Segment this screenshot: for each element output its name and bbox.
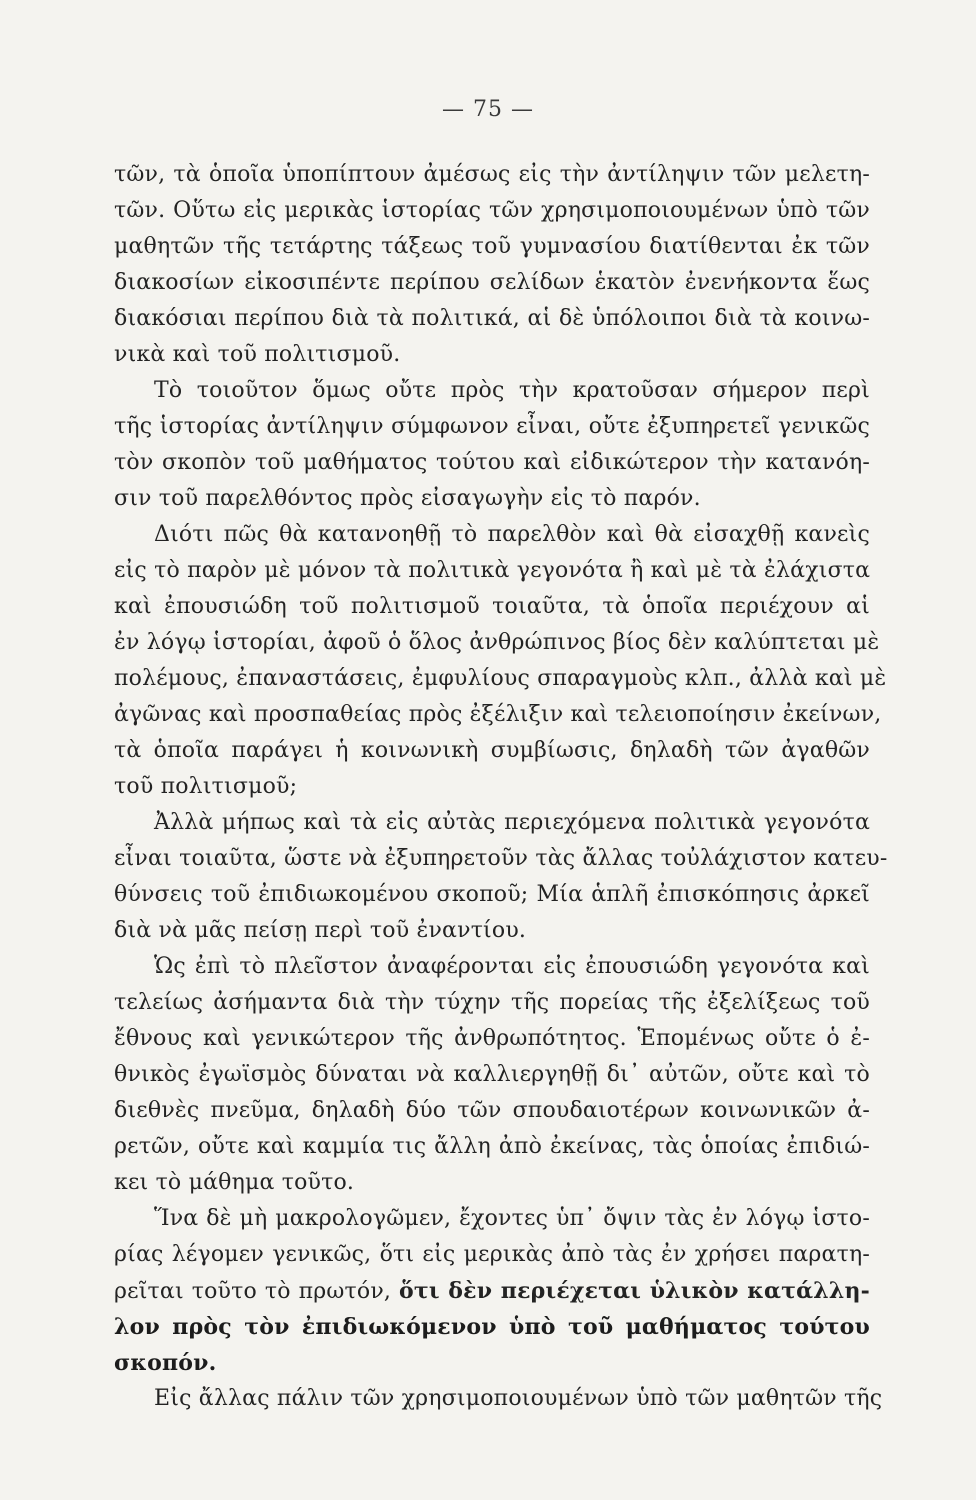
text-line: διὰ νὰ μᾶς πείσῃ περὶ τοῦ ἐναντίου. <box>114 918 527 943</box>
text-line: τῆς ἱστορίας ἀντίληψιν σύμφωνον εἶναι, οὔτε ἐξυπηρετεῖ γενικῶς <box>114 414 870 439</box>
text-line: καὶ ἐπουσιώδη τοῦ πολιτισμοῦ τοιαῦτα, τὰ ὁποῖα περιέχουν αἱ <box>114 594 870 619</box>
text-line: εἶναι τοιαῦτα, ὥστε νὰ ἐξυπηρετοῦν τὰς ἄλλας τοὐλάχιστον κατευ- <box>114 846 888 871</box>
paragraph-start: Ἵνα δὲ μὴ μακρολογῶμεν, ἔχοντες ὑπ᾽ ὄψιν τὰς ἐν λόγῳ ἱστο- <box>154 1206 870 1231</box>
text-line: ἀγῶνας καὶ προσπαθείας πρὸς ἐξέλιξιν καὶ τελειοποίησιν ἐκείνων, <box>114 702 882 727</box>
paragraph-start: Ἀλλὰ μήπως καὶ τὰ εἰς αὐτὰς περιεχόμενα πολιτικὰ γεγονότα <box>154 810 870 835</box>
text-line-bold: σκοπόν. <box>114 1350 217 1376</box>
paragraph-start: Εἰς ἄλλας πάλιν τῶν χρησιμοποιουμένων ὑπὸ τῶν μαθητῶν τῆς <box>154 1386 883 1411</box>
text-bold-part: ὅτι δὲν περιέχεται ὑλικὸν κατάλλη- <box>399 1278 870 1304</box>
text-line: ρετῶν, οὔτε καὶ καμμία τις ἄλλη ἀπὸ ἐκείνας, τὰς ὁποίας ἐπιδιώ- <box>114 1134 870 1159</box>
text-line-bold: λον πρὸς τὸν ἐπιδιωκόμενον ὑπὸ τοῦ μαθήματος τούτου <box>114 1314 870 1340</box>
paragraph-start: Τὸ τοιοῦτον ὅμως οὔτε πρὸς τὴν κρατοῦσαν σήμερον περὶ <box>154 378 870 403</box>
text-line: ἐν λόγῳ ἱστορίαι, ἀφοῦ ὁ ὅλος ἀνθρώπινος βίος δὲν καλύπτεται μὲ <box>114 630 880 655</box>
text-line: ἔθνους καὶ γενικώτερον τῆς ἀνθρωπότητος. Ἑπομένως οὔτε ὁ ἐ- <box>114 1026 870 1051</box>
text-line: πολέμους, ἐπαναστάσεις, ἐμφυλίους σπαραγμοὺς κλπ., ἀλλὰ καὶ μὲ <box>114 666 887 691</box>
paragraph-start: Διότι πῶς θὰ κατανοηθῇ τὸ παρελθὸν καὶ θὰ εἰσαχθῇ κανεὶς <box>154 522 870 547</box>
text-line: διακόσιαι περίπου διὰ τὰ πολιτικά, αἱ δὲ ὑπόλοιποι διὰ τὰ κοινω- <box>114 306 870 331</box>
text-line: τοῦ πολιτισμοῦ; <box>114 774 298 799</box>
text-line: εἰς τὸ παρὸν μὲ μόνον τὰ πολιτικὰ γεγονότα ἢ καὶ μὲ τὰ ἐλάχιστα <box>114 558 871 583</box>
text-line: διεθνὲς πνεῦμα, δηλαδὴ δύο τῶν σπουδαιοτέρων κοινωνικῶν ἀ- <box>114 1098 870 1123</box>
text-line: θύνσεις τοῦ ἐπιδιωκομένου σκοποῦ; Μία ἁπλῆ ἐπισκόπησις ἀρκεῖ <box>114 882 870 907</box>
text-line: κει τὸ μάθημα τοῦτο. <box>114 1170 355 1195</box>
page-number: — 75 — <box>442 97 534 122</box>
text-line: τελείως ἀσήμαντα διὰ τὴν τύχην τῆς πορείας τῆς ἐξελίξεως τοῦ <box>114 990 870 1015</box>
text-line: τῶν, τὰ ὁποῖα ὑποπίπτουν ἀμέσως εἰς τὴν ἀντίληψιν τῶν μελετη- <box>114 162 870 187</box>
text-line: τὸν σκοπὸν τοῦ μαθήματος τούτου καὶ εἰδικώτερον τὴν κατανόη- <box>114 450 870 475</box>
text-line: μαθητῶν τῆς τετάρτης τάξεως τοῦ γυμνασίου διατίθενται ἐκ τῶν <box>114 234 870 259</box>
text-line: σιν τοῦ παρελθόντος πρὸς εἰσαγωγὴν εἰς τὸ παρόν. <box>114 486 701 511</box>
text-line: ρίας λέγομεν γενικῶς, ὅτι εἰς μερικὰς ἀπὸ τὰς ἐν χρήσει παρατη- <box>114 1242 870 1267</box>
text-line: τῶν. Οὕτω εἰς μερικὰς ἱστορίας τῶν χρησιμοποιουμένων ὑπὸ τῶν <box>114 198 870 223</box>
text-line: τὰ ὁποῖα παράγει ἡ κοινωνικὴ συμβίωσις, δηλαδὴ τῶν ἀγαθῶν <box>114 738 870 763</box>
text-normal-part: ρεῖται τοῦτο τὸ πρωτόν, <box>114 1279 399 1304</box>
text-line: διακοσίων εἰκοσιπέντε περίπου σελίδων ἑκατὸν ἐνενήκοντα ἕως <box>114 270 870 295</box>
text-line: νικὰ καὶ τοῦ πολιτισμοῦ. <box>114 342 401 367</box>
paragraph-start: Ὡς ἐπὶ τὸ πλεῖστον ἀναφέρονται εἰς ἐπουσιώδη γεγονότα καὶ <box>154 954 870 979</box>
text-line: θνικὸς ἐγωϊσμὸς δύναται νὰ καλλιεργηθῇ δι᾽ αὐτῶν, οὔτε καὶ τὸ <box>114 1062 870 1087</box>
text-line-mixed <box>114 1274 870 1308</box>
